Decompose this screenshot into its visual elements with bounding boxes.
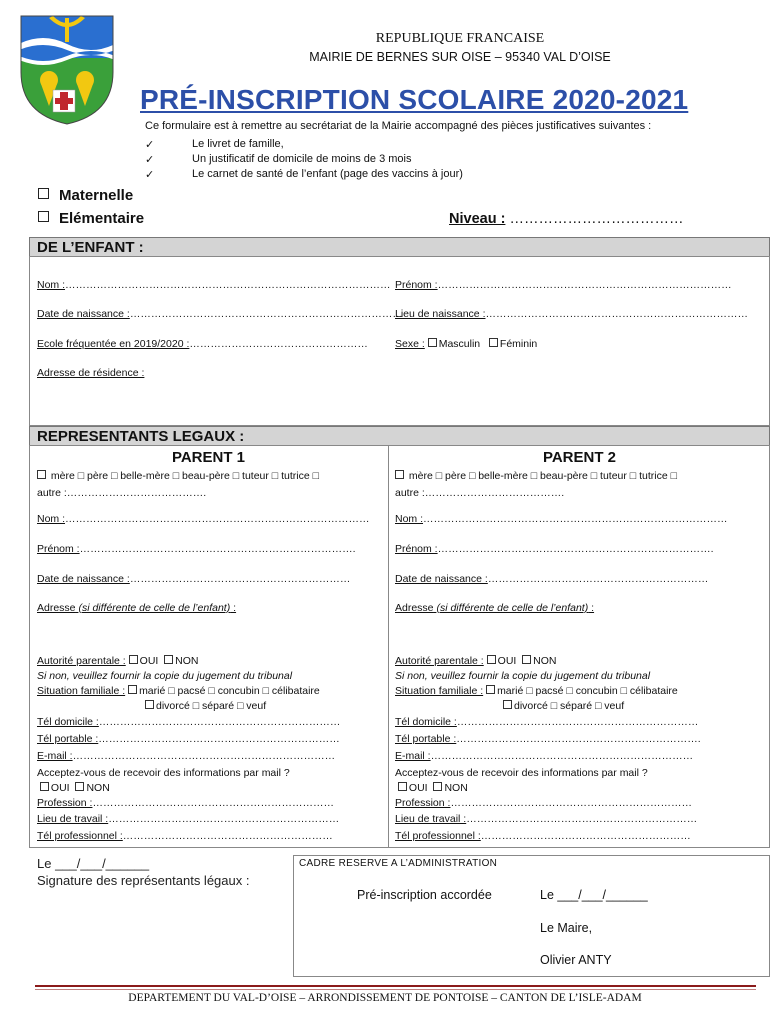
parent2-tel-portable[interactable]: Tél portable :…………………………………………………………….	[395, 733, 701, 745]
mairie-heading: MAIRIE DE BERNES SUR OISE – 95340 VAL D’OISE	[309, 50, 611, 64]
parent1-nom-field[interactable]: Nom :……………………………………………………………………………	[37, 513, 370, 525]
checkbox-icon[interactable]	[433, 782, 442, 791]
list-item: ✓ Un justificatif de domicile de moins de 3 mois	[145, 153, 412, 166]
parent2-lieu-travail[interactable]: Lieu de travail :…………………………………………………………	[395, 813, 698, 825]
elementaire-option[interactable]: Elémentaire	[38, 210, 144, 227]
checkbox-icon[interactable]	[145, 700, 154, 709]
list-item: ✓ Le livret de famille,	[145, 138, 284, 151]
enfant-lieu-field[interactable]: Lieu de naissance :…………………………………………………………………	[395, 308, 748, 320]
checkmark-icon: ✓	[145, 139, 155, 151]
parent1-naissance-field[interactable]: Date de naissance :………………………………………………………	[37, 573, 351, 585]
parent1-prenom-field[interactable]: Prénom :…………………………………………………………………….	[37, 543, 356, 555]
parent2-nom-field[interactable]: Nom :……………………………………………………………………………	[395, 513, 728, 525]
parent2-naissance-field[interactable]: Date de naissance :………………………………………………………	[395, 573, 709, 585]
parent1-situation-field[interactable]: Situation familiale : marié □ pacsé □ concubin □ célibataire	[37, 685, 320, 697]
parent2-adresse-field[interactable]: Adresse (si différente de celle de l’enfant) :	[395, 602, 595, 614]
parent2-autre[interactable]: autre :………………………………….	[395, 487, 565, 499]
parent2-mail-question: Acceptez-vous de recevoir des informations par mail ?	[395, 767, 648, 779]
parent1-mail-choice[interactable]: OUI NON	[37, 782, 110, 794]
parent1-autre[interactable]: autre :………………………………….	[37, 487, 207, 499]
parent1-mail-question: Acceptez-vous de recevoir des informations par mail ?	[37, 767, 290, 779]
checkbox-icon[interactable]	[428, 338, 437, 347]
enfant-naissance-field[interactable]: Date de naissance :……………………………………………………………………	[37, 308, 403, 320]
enfant-nom-field[interactable]: Nom :…………………………………………………………………………………	[37, 279, 391, 291]
parent1-profession[interactable]: Profession :……………………………………………………………	[37, 797, 334, 809]
parent2-situation-field[interactable]: Situation familiale : marié □ pacsé □ concubin □ célibataire	[395, 685, 678, 697]
checkbox-icon[interactable]	[395, 470, 404, 479]
admin-maire-name: Olivier ANTY	[540, 953, 612, 967]
checkbox-icon[interactable]	[129, 655, 138, 664]
list-item: ✓ Le carnet de santé de l’enfant (page des vaccins à jour)	[145, 168, 463, 181]
checkbox-icon[interactable]	[487, 655, 496, 664]
checkbox-icon[interactable]	[486, 685, 495, 694]
parent2-title: PARENT 2	[542, 449, 617, 466]
pieces-list	[145, 138, 463, 183]
checkbox-icon[interactable]	[75, 782, 84, 791]
checkbox-icon[interactable]	[503, 700, 512, 709]
republic-heading: REPUBLIQUE FRANCAISE	[375, 31, 545, 46]
representants-section-title: REPRESENTANTS LEGAUX :	[29, 426, 770, 446]
parent1-lieu-travail[interactable]: Lieu de travail :…………………………………………………………	[37, 813, 340, 825]
checkbox-icon[interactable]	[522, 655, 531, 664]
parent2-relations[interactable]: mère □ père □ belle-mère □ beau-père □ tuteur □ tutrice □	[395, 470, 677, 482]
checkmark-icon: ✓	[145, 154, 155, 166]
signature-date[interactable]: Le ___/___/______	[37, 856, 150, 871]
enfant-section-title: DE L’ENFANT :	[29, 237, 770, 257]
parent2-tel-domicile[interactable]: Tél domicile :……………………………………………………………	[395, 716, 699, 728]
parent2-prenom-field[interactable]: Prénom :…………………………………………………………………….	[395, 543, 714, 555]
admin-box	[293, 855, 770, 977]
enfant-sexe-field[interactable]: Sexe : Masculin Féminin	[395, 338, 538, 350]
checkbox-icon[interactable]	[128, 685, 137, 694]
parent1-relations[interactable]: mère □ père □ belle-mère □ beau-père □ tuteur □ tutrice □	[37, 470, 319, 482]
checkbox-icon[interactable]	[40, 782, 49, 791]
intro-text: Ce formulaire est à remettre au secrétariat de la Mairie accompagné des pièces justificatives suivantes :	[145, 120, 652, 132]
maternelle-option[interactable]: Maternelle	[38, 187, 133, 204]
checkbox-icon[interactable]	[37, 470, 46, 479]
admin-accordee: Pré-inscription accordée	[357, 888, 492, 902]
checkbox-icon[interactable]	[38, 211, 49, 222]
parent1-tel-domicile[interactable]: Tél domicile :……………………………………………………………	[37, 716, 341, 728]
checkbox-icon[interactable]	[38, 188, 49, 199]
parent2-profession[interactable]: Profession :……………………………………………………………	[395, 797, 692, 809]
footer-rule-thin	[35, 989, 756, 990]
admin-maire: Le Maire,	[540, 921, 593, 935]
checkbox-icon[interactable]	[489, 338, 498, 347]
checkmark-icon: ✓	[145, 169, 155, 181]
parent2-email[interactable]: E-mail :…………………………………………………………………	[395, 750, 694, 762]
enfant-adresse-field[interactable]: Adresse de résidence :	[37, 367, 145, 379]
checkbox-icon[interactable]	[164, 655, 173, 664]
parent1-email[interactable]: E-mail :…………………………………………………………………	[37, 750, 336, 762]
parent1-tel-portable[interactable]: Tél portable :……………………………………………………………	[37, 733, 340, 745]
parent1-autorite-note: Si non, veuillez fournir la copie du jugement du tribunal	[37, 670, 293, 682]
parent2-tel-pro[interactable]: Tél professionnel :……………………………………………………	[395, 830, 691, 842]
parent2-mail-choice[interactable]: OUI NON	[395, 782, 468, 794]
footer-text: DEPARTEMENT DU VAL-D’OISE – ARRONDISSEMENT DE PONTOISE – CANTON DE L’ISLE-ADAM	[128, 992, 642, 1004]
parent2-situation-line2[interactable]: divorcé □ séparé □ veuf	[503, 700, 624, 712]
parent1-situation-line2[interactable]: divorcé □ séparé □ veuf	[145, 700, 266, 712]
parent1-tel-pro[interactable]: Tél professionnel :……………………………………………………	[37, 830, 333, 842]
enfant-prenom-field[interactable]: Prénom :…………………………………………………………………………	[395, 279, 732, 291]
parent1-title: PARENT 1	[171, 449, 246, 466]
admin-date[interactable]: Le ___/___/______	[540, 888, 648, 902]
signature-label: Signature des représentants légaux :	[37, 873, 250, 888]
page-title: PRÉ-INSCRIPTION SCOLAIRE 2020-2021	[140, 84, 689, 115]
checkbox-icon[interactable]	[398, 782, 407, 791]
admin-title: CADRE RESERVE A L’ADMINISTRATION	[299, 858, 498, 869]
parent1-autorite-field[interactable]: Autorité parentale : OUI NON	[37, 655, 199, 667]
footer-rule	[35, 985, 756, 987]
column-divider	[388, 445, 389, 848]
parent2-autorite-field[interactable]: Autorité parentale : OUI NON	[395, 655, 557, 667]
enfant-ecole-field[interactable]: Ecole fréquentée en 2019/2020 :……………………………………………	[37, 338, 368, 350]
parent1-adresse-field[interactable]: Adresse (si différente de celle de l’enfant) :	[37, 602, 237, 614]
parent2-autorite-note: Si non, veuillez fournir la copie du jugement du tribunal	[395, 670, 651, 682]
niveau-field[interactable]: Niveau : ………………………………	[449, 211, 684, 227]
